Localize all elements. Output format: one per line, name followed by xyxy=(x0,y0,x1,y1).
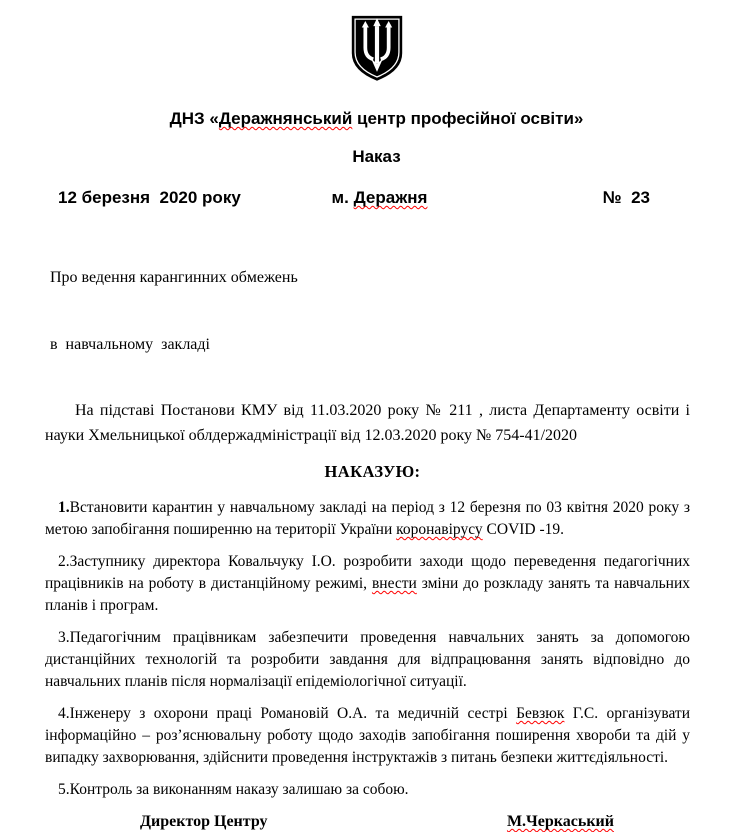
order-item-3-text: Педагогічним працівникам забезпечити проведення навчальних занять за допомогою дистанційних технологій та розробити завдання для відпрацювання занять відповідно до навчальних планів після нормалізації епідеміологічної ситуації. xyxy=(45,629,690,690)
subject-block xyxy=(45,226,690,396)
order-item-1-number: 1. xyxy=(58,499,70,516)
meta-row xyxy=(45,187,690,208)
ukraine-trident-icon xyxy=(349,12,405,85)
doc-place-misspelled-word: Деражня xyxy=(353,188,428,207)
order-item-2-text-after: зміни до розкладу занять та навчальних планів і програм. xyxy=(45,575,690,614)
order-item-1-text-after: COVID -19. xyxy=(482,521,565,538)
order-item-3 xyxy=(45,627,690,693)
order-item-4-text: Інженеру з охорони праці Романовій О.А. та медичній сестрі xyxy=(69,705,517,722)
org-title-prefix: ДНЗ « xyxy=(169,109,219,128)
order-item-2-text: Заступнику директора Ковальчуку І.О. розробити заходи щодо переведення педагогічних працівників на роботу в дистанційному режимі, xyxy=(45,553,690,592)
order-item-2-misspelled-word: внести xyxy=(371,575,417,592)
order-item-5-number: 5. xyxy=(58,781,70,798)
subject-line-1: Про ведення карангинних обмежень xyxy=(50,269,298,286)
subject-line-2: в навчальному закладі xyxy=(50,336,210,353)
doc-date: 12 березня 2020 року xyxy=(58,188,241,207)
order-item-4-misspelled-word: Бевзюк xyxy=(516,705,565,722)
emblem-container xyxy=(45,12,690,85)
order-item-4 xyxy=(45,703,690,769)
signature-name: М.Черкаський xyxy=(506,813,614,830)
basis-paragraph: На підставі Постанови КМУ від 11.03.2020 року № 211 , листа Департаменту освіти і науки Хмельницької облдержадміністрації від 12.03.2020 року № 754-41/2020 xyxy=(45,402,690,444)
signature-role: Директор Центру xyxy=(140,813,268,830)
order-items xyxy=(45,497,690,801)
order-heading: НАКАЗУЮ: xyxy=(324,462,421,481)
org-title-misspelled-word: Деражнянський xyxy=(218,109,353,128)
order-item-4-number: 4. xyxy=(58,705,70,722)
order-item-2 xyxy=(45,551,690,617)
order-item-3-number: 3. xyxy=(58,629,70,646)
order-item-2-number: 2. xyxy=(58,553,70,570)
doc-place xyxy=(332,187,428,208)
order-item-1-text: Встановити карантин у навчальному закладі на період з 12 березня по 03 квітня 2020 року з метою запобігання поширенню на території України xyxy=(45,499,690,538)
org-title xyxy=(45,108,690,129)
org-title-suffix: центр професійної освіти» xyxy=(352,109,584,128)
order-item-1 xyxy=(45,497,690,541)
order-item-5 xyxy=(45,779,690,801)
order-item-4-text-after: Г.С. організувати інформаційно – роз’яснювальну роботу щодо заходів запобігання поширення хвороби та дій у випадку захворювання, здійснити проведення інструктажів з питань безпеки життєдіяльності. xyxy=(45,705,690,766)
order-item-5-text: Контроль за виконанням наказу залишаю за собою. xyxy=(69,781,409,798)
doc-place-prefix: м. xyxy=(331,188,354,207)
signature-row xyxy=(45,811,690,832)
doc-number: № 23 xyxy=(602,188,650,207)
order-item-1-misspelled-word: коронавірусу xyxy=(396,521,483,538)
doc-type-heading: Наказ xyxy=(352,147,401,166)
